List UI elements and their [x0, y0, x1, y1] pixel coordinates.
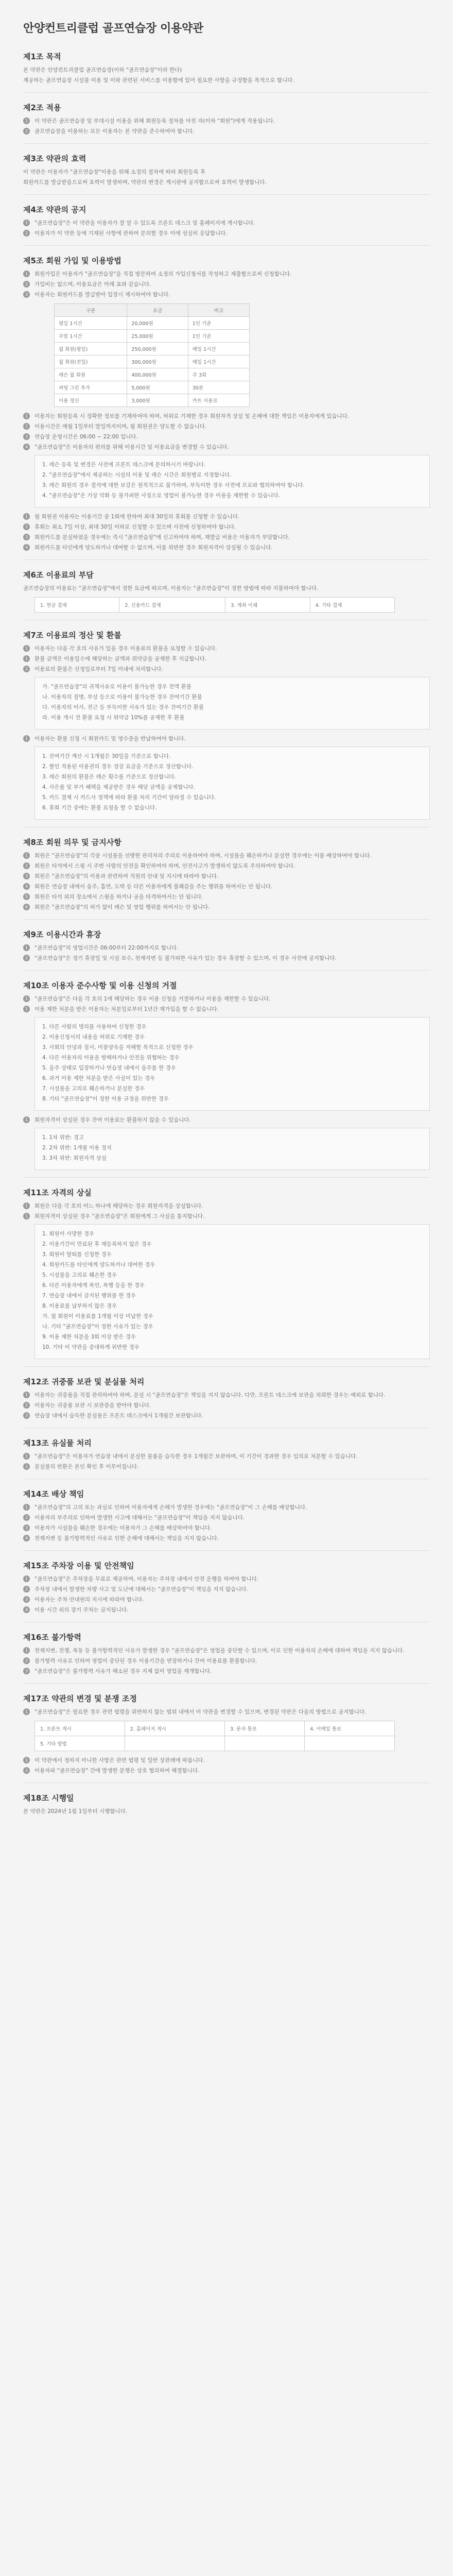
article-title: 제6조 이용료의 부담	[23, 560, 430, 580]
list-item	[23, 1005, 430, 1014]
info-box	[34, 455, 430, 507]
list-item	[23, 1412, 430, 1420]
item-number-icon: 3	[23, 873, 30, 879]
table-header-cell: 요금	[127, 304, 188, 317]
table-row	[55, 355, 250, 368]
item-text: "골프연습장"의 영업시간은 06:00부터 22:00까지로 합니다.	[34, 945, 179, 951]
box-line: 4. 다른 이용자의 이용을 방해하거나 안전을 위협하는 경우	[42, 1055, 180, 1061]
item-text: 이용자는 주차 안내원의 지시에 따라야 합니다.	[34, 1597, 144, 1603]
article-section	[23, 1683, 430, 1775]
grid-cell: 1. 프론트 게시	[35, 1721, 125, 1736]
box-line: 1. 잔여기간 계산 시 1개월은 30일을 기준으로 합니다.	[42, 753, 171, 759]
item-text: 이용자는 회원카드를 발급받아 입장시 제시하여야 합니다.	[34, 292, 170, 298]
table-cell: 월 회원(평일)	[55, 343, 127, 355]
info-box	[34, 1224, 430, 1359]
item-text: 회원은 다음 각 호의 어느 하나에 해당하는 경우 회원자격을 상실합니다.	[34, 1203, 203, 1209]
box-line: 5. 카드 결제 시 카드사 정책에 따라 환불 처리 기간이 달라질 수 있습니다.	[42, 794, 216, 801]
item-text: 회원은 타석에서 스윙 시 주변 사람의 안전을 확인하여야 하며, 안전사고가 발생하지 않도록 주의하여야 합니다.	[34, 863, 295, 869]
item-number-icon: 4	[23, 544, 30, 551]
grid-cell: 2. 홈페이지 게시	[125, 1721, 224, 1736]
article-section	[23, 1783, 430, 1816]
grid-cell: 3. 계좌 이체	[225, 598, 310, 613]
item-number-icon: 1	[23, 1202, 30, 1209]
article-title: 제12조 귀중품 보관 및 분실물 처리	[23, 1366, 430, 1387]
list-item	[23, 523, 430, 532]
table-row	[55, 394, 250, 407]
box-line: 3. 레슨 회원의 환불은 레슨 횟수를 기준으로 정산합니다.	[42, 774, 176, 780]
box-line: 라. 이용 개시 전 환불 요청 시 위약금 10%를 공제한 후 환불	[42, 715, 185, 721]
grid-cell	[305, 1736, 395, 1751]
list-item	[23, 1116, 430, 1125]
box-line: 가. 월 회원이 이용료를 1개월 이상 미납한 경우	[42, 1313, 153, 1319]
item-number-icon: 4	[23, 1535, 30, 1541]
article-section	[23, 143, 430, 187]
article-section	[23, 1550, 430, 1615]
table-cell: 1인 기준	[188, 330, 249, 343]
item-number-icon: 3	[23, 534, 30, 540]
article-paragraph: 이 약관은 이용자가 "골프연습장"이용을 위해 소정의 절차에 따라 회원등록 후	[23, 169, 206, 175]
item-text: 회원은 "골프연습장"의 각종 시설물을 선량한 관리자의 주의로 이용하여야 하며, 시설물을 훼손하거나 분실한 경우에는 이를 배상하여야 합니다.	[34, 853, 372, 859]
item-text: 이용료의 환불은 신청일로부터 7일 이내에 처리합니다.	[34, 666, 163, 672]
article-section	[23, 245, 430, 552]
item-text: 이용자의 부주의로 인하여 발생한 사고에 대해서는 "골프연습장"이 책임을 지지 않습니다.	[34, 1515, 245, 1521]
item-text: "골프연습장"은 이용자의 편의를 위해 이용시간 및 이용요금을 변경할 수 있습니다.	[34, 444, 229, 450]
item-number-icon: 2	[23, 423, 30, 430]
article-section	[23, 970, 430, 1170]
box-line: 1. 다른 사람의 명의를 사용하여 신청한 경우	[42, 1024, 147, 1030]
list-item	[23, 862, 430, 871]
item-text: 회원은 "골프연습장"의 허가 없이 레슨 및 영업 행위를 하여서는 안 됩니다.	[34, 904, 210, 910]
box-line: 4. "골프연습장"은 기상 악화 등 불가피한 사정으로 영업이 불가능한 경우 이용을 제한할 수 있습니다.	[42, 493, 280, 499]
box-line: 가. "골프연습장"의 귀책사유로 이용이 불가능한 경우 전액 환불	[42, 684, 191, 690]
item-text: "골프연습장"은 필요한 경우 관련 법령을 위반하지 않는 범위 내에서 이 약관을 변경할 수 있으며, 변경된 약관은 다음의 방법으로 공지합니다.	[34, 1709, 367, 1715]
item-number-icon: 1	[23, 413, 30, 419]
table-cell: 카트 사용료	[188, 394, 249, 407]
article-title: 제3조 약관의 효력	[23, 143, 430, 164]
article-title: 제15조 주차장 이용 및 안전책임	[23, 1550, 430, 1571]
list-item	[23, 954, 430, 963]
item-number-icon: 2	[23, 230, 30, 236]
item-text: 이용시간은 매월 1일부터 말일까지이며, 월 회원권은 양도할 수 없습니다.	[34, 423, 207, 430]
list-item	[23, 1667, 430, 1676]
info-box	[34, 1017, 430, 1111]
item-number-icon: 1	[23, 995, 30, 1002]
item-text: 이용 제한 처분을 받은 이용자는 처분일로부터 1년간 재가입을 할 수 없습니다.	[34, 1006, 219, 1012]
article-section	[23, 92, 430, 136]
article-section	[23, 620, 430, 820]
item-number-icon: 2	[23, 1657, 30, 1664]
item-text: 분실물의 반환은 본인 확인 후 이루어집니다.	[34, 1464, 139, 1470]
grid-cell: 4. 기타 결제	[310, 598, 394, 613]
table-cell: 1인 기준	[188, 317, 249, 330]
box-line: 1. 1차 위반: 경고	[42, 1134, 84, 1141]
list-item	[23, 1514, 430, 1522]
item-number-icon: 4	[23, 1606, 30, 1613]
list-item	[23, 1657, 430, 1666]
box-line: 1. 회원이 사망한 경우	[42, 1231, 95, 1237]
box-line: 8. 이용료를 납부하지 않은 경우	[42, 1303, 117, 1309]
article-title: 제10조 이용자 준수사항 및 이용 신청의 거절	[23, 970, 430, 991]
item-number-icon: 4	[23, 444, 30, 450]
item-text: 이용자는 회원등록 시 정확한 정보를 기재하여야 하며, 허위로 기재한 경우 회원자격 상실 및 손해에 대한 책임은 이용자에게 있습니다.	[34, 413, 350, 419]
list-item	[23, 1756, 430, 1765]
article-paragraph: 회원카드를 발급받음으로써 효력이 발생하며, 약관의 변경은 게시판에 공지함으로써 효력이 발생합니다.	[23, 179, 267, 185]
list-item	[23, 422, 430, 431]
item-number-icon: 4	[23, 883, 30, 890]
item-number-icon: 3	[23, 1412, 30, 1419]
box-line: 3. 레슨 회원의 경우 결석에 대한 보강은 원칙적으로 불가하며, 부득이한 경우 사전에 프로와 협의하여야 합니다.	[42, 482, 305, 488]
item-number-icon: 1	[23, 655, 30, 662]
list-item	[23, 513, 430, 521]
item-number-icon: 1	[23, 1392, 30, 1398]
item-text: "골프연습장"은 다음 각 호의 1에 해당하는 경우 이용 신청을 거절하거나 이용을 제한할 수 있습니다.	[34, 996, 271, 1002]
table-row	[55, 317, 250, 330]
item-number-icon: 1	[23, 1575, 30, 1582]
item-number-icon: 3	[23, 1668, 30, 1674]
article-paragraph: 본 약관은 2024년 1월 1일부터 시행합니다.	[23, 1808, 128, 1815]
item-text: 회원은 연습장 내에서 음주, 흡연, 도박 등 다른 이용자에게 불쾌감을 주는 행위를 하여서는 안 됩니다.	[34, 884, 273, 890]
item-text: 회원카드를 타인에게 양도하거나 대여할 수 없으며, 이를 위반한 경우 회원자격이 상실될 수 있습니다.	[34, 545, 273, 551]
item-number-icon: 2	[23, 128, 30, 134]
list-item	[23, 1202, 430, 1211]
article-section	[23, 1479, 430, 1543]
article-section	[23, 1622, 430, 1676]
item-number-icon: 1	[23, 944, 30, 951]
item-number-icon: 2	[23, 523, 30, 530]
list-item	[23, 1452, 430, 1461]
list-item	[23, 995, 430, 1004]
article-title: 제17조 약관의 변경 및 분쟁 조정	[23, 1683, 430, 1704]
item-number-icon: 2	[23, 666, 30, 672]
table-cell: 20,000원	[127, 317, 188, 330]
item-text: 이용자는 귀중품 보관 시 보관증을 받아야 합니다.	[34, 1402, 151, 1409]
list-item	[23, 1401, 430, 1410]
table-cell: 400,000원	[127, 368, 188, 381]
list-item	[23, 117, 430, 126]
grid-cell: 1. 현금 결제	[35, 598, 119, 613]
item-text: 회원은 "골프연습장"의 이용과 관련하여 직원의 안내 및 지시에 따라야 합니다.	[34, 873, 219, 879]
list-item	[23, 280, 430, 289]
list-item	[23, 852, 430, 860]
list-item	[23, 219, 430, 228]
box-line: 10. 기타 이 약관을 중대하게 위반한 경우	[42, 1344, 140, 1350]
article-section	[23, 827, 430, 912]
box-line: 3. 사회의 안녕과 질서, 미풍양속을 저해할 목적으로 신청한 경우	[42, 1044, 194, 1050]
list-item	[23, 883, 430, 891]
item-number-icon: 2	[23, 1402, 30, 1409]
list-item	[23, 893, 430, 902]
grid-cell: 2. 신용카드 결제	[119, 598, 225, 613]
article-title: 제8조 회원 의무 및 금지사항	[23, 827, 430, 848]
grid-cell: 5. 기타 방법	[35, 1736, 125, 1751]
list-item	[23, 412, 430, 421]
article-section	[23, 1428, 430, 1471]
list-item	[23, 1524, 430, 1533]
list-item	[23, 944, 430, 953]
table-cell: 30분	[188, 381, 249, 394]
article-section	[23, 919, 430, 963]
list-item	[23, 433, 430, 442]
item-text: 이용자가 이 약관 등에 기재된 사항에 관하여 문의할 경우 이에 성실히 응답합니다.	[34, 230, 228, 236]
item-text: 이 약관은 골프연습장 및 부대시설 이용을 위해 회원등록 절차를 마친 자(이하 "회원")에게 적용됩니다.	[34, 118, 275, 124]
item-number-icon: 1	[23, 1757, 30, 1764]
list-item	[23, 270, 430, 279]
info-box	[34, 747, 430, 820]
item-number-icon: 3	[23, 1524, 30, 1531]
box-line: 3. 회원이 탈퇴를 신청한 경우	[42, 1251, 112, 1258]
list-item	[23, 1534, 430, 1543]
article-title: 제13조 유실물 처리	[23, 1428, 430, 1448]
grid-row	[35, 1736, 395, 1751]
item-text: "골프연습장"은 주차장을 무료로 제공하며, 이용자는 주차장 내에서 안전 운행을 하여야 합니다.	[34, 1576, 259, 1582]
table-header-cell: 구분	[55, 304, 127, 317]
box-line: 7. 시설물을 고의로 훼손하거나 분실한 경우	[42, 1086, 145, 1092]
item-text: 이용자는 귀중품을 직접 관리하여야 하며, 분실 시 "골프연습장"은 책임을 지지 않습니다. 다만, 프론트 데스크에 보관을 의뢰한 경우는 예외로 합니다.	[34, 1392, 386, 1398]
info-box	[34, 1128, 430, 1170]
item-text: 월 회원권 이용자는 이용기간 중 1회에 한하여 최대 30일의 휴회를 신청할 수 있습니다.	[34, 514, 240, 520]
item-number-icon: 1	[23, 1504, 30, 1511]
list-item	[23, 1463, 430, 1471]
page-title: 안양컨트리클럽 골프연습장 이용약관	[23, 22, 203, 35]
article-title: 제14조 배상 책임	[23, 1479, 430, 1499]
item-number-icon: 1	[23, 1453, 30, 1460]
box-line: 6. 다른 이용자에게 폭언, 폭행 등을 한 경우	[42, 1282, 145, 1289]
grid-cell	[125, 1736, 224, 1751]
item-text: "골프연습장"은 불가항력 사유가 해소된 경우 지체 없이 영업을 재개합니다.	[34, 1668, 212, 1674]
box-line: 1. 레슨 등록 및 변경은 사전에 프론트 데스크에 문의하시기 바랍니다.	[42, 462, 206, 468]
item-text: 이용 시간 외의 장기 주차는 금지됩니다.	[34, 1607, 129, 1613]
box-line: 2. 이용신청서의 내용을 허위로 기재한 경우	[42, 1034, 145, 1040]
table-cell: 3,000원	[127, 394, 188, 407]
item-number-icon: 1	[23, 219, 30, 226]
box-line: 4. 회원카드를 타인에게 양도하거나 대여한 경우	[42, 1262, 155, 1268]
item-text: 이용자는 환불 신청 시 회원카드 및 영수증을 반납하여야 합니다.	[34, 736, 186, 742]
grid-cell	[225, 1736, 305, 1751]
list-item	[23, 735, 430, 743]
item-text: 이용자는 다음 각 호의 사유가 있을 경우 이용료의 환불을 요청할 수 있습니다.	[34, 646, 217, 652]
list-item	[23, 533, 430, 542]
article-paragraph: 골프연습장의 이용료는 "골프연습장"에서 정한 요금에 따르며, 이용자는 "골프연습장"이 정한 방법에 따라 지불하여야 합니다.	[23, 585, 319, 591]
list-item	[23, 544, 430, 552]
item-number-icon: 6	[23, 904, 30, 910]
option-grid	[34, 1721, 395, 1751]
item-text: 회원자격이 상실된 경우 "골프연습장"은 회원에게 그 사실을 통지합니다.	[34, 1213, 205, 1219]
item-number-icon: 1	[23, 1116, 30, 1123]
table-cell: 주말 1시간	[55, 330, 127, 343]
table-cell: 레슨 월 회원	[55, 368, 127, 381]
box-line: 나. 이용자의 질병, 부상 등으로 이용이 불가능한 경우 잔여기간 환불	[42, 694, 202, 700]
list-item	[23, 872, 430, 881]
list-item	[23, 665, 430, 674]
list-item	[23, 1596, 430, 1604]
table-row	[55, 343, 250, 355]
item-text: 가입비는 없으며, 이용요금은 아래 표와 같습니다.	[34, 281, 151, 287]
box-line: 2. 할인 적용된 이용권의 경우 정상 요금을 기준으로 정산합니다.	[42, 764, 194, 770]
item-number-icon: 2	[23, 955, 30, 961]
table-cell: 매일 1시간	[188, 343, 249, 355]
article-title: 제5조 회원 가입 및 이용방법	[23, 245, 430, 266]
table-cell: 평일 1시간	[55, 317, 127, 330]
list-item	[23, 1647, 430, 1655]
table-cell: 월 회원(전일)	[55, 355, 127, 368]
grid-cell: 3. 문자 통보	[225, 1721, 305, 1736]
item-text: "골프연습장"의 고의 또는 과실로 인하여 이용자에게 손해가 발생한 경우에는 "골프연습장"이 그 손해를 배상합니다.	[34, 1504, 307, 1511]
list-item	[23, 229, 430, 238]
article-title: 제16조 불가항력	[23, 1622, 430, 1642]
item-text: "골프연습장"은 이 약관을 이용자가 잘 알 수 있도록 프론트 데스크 및 홈페이지에 게시합니다.	[34, 220, 255, 226]
grid-cell: 4. 이메일 통보	[305, 1721, 395, 1736]
table-header-cell: 비고	[188, 304, 249, 317]
box-line: 2. "골프연습장"에서 제공하는 시설의 이용 및 레슨 시간은 회원별로 지정합니다.	[42, 472, 232, 478]
article-title: 제2조 적용	[23, 92, 430, 113]
item-text: 골프연습장을 이용하는 모든 이용자는 본 약관을 준수하여야 합니다.	[34, 128, 195, 134]
box-line: 5. 음주 상태로 입장하거나 연습장 내에서 음주를 한 경우	[42, 1065, 176, 1071]
table-cell: 주 3회	[188, 368, 249, 381]
list-item	[23, 1212, 430, 1221]
option-grid	[34, 597, 395, 613]
article-title: 제18조 시행일	[23, 1783, 430, 1803]
table-cell: 매일 1시간	[188, 355, 249, 368]
table-cell: 5,000원	[127, 381, 188, 394]
list-item	[23, 1606, 430, 1615]
list-item	[23, 1575, 430, 1584]
box-line: 5. 시설물을 고의로 훼손한 경우	[42, 1272, 117, 1278]
box-line: 7. 연습장 내에서 금지된 행위를 한 경우	[42, 1293, 136, 1299]
article-section	[23, 1366, 430, 1420]
list-item	[23, 443, 430, 452]
info-box	[34, 677, 430, 730]
table-cell: 300,000원	[127, 355, 188, 368]
list-item	[23, 1391, 430, 1400]
item-number-icon: 3	[23, 1596, 30, 1603]
box-line: 6. 휴회 기간 중에는 환불 요청을 할 수 없습니다.	[42, 805, 157, 811]
item-number-icon: 2	[23, 1586, 30, 1592]
item-number-icon: 1	[23, 270, 30, 277]
list-item	[23, 1503, 430, 1512]
article-paragraph: 제공하는 골프연습장 시설물 이용 및 이와 관련된 서비스를 이용함에 있어 필요한 사항을 규정함을 목적으로 합니다.	[23, 77, 294, 83]
item-number-icon: 1	[23, 735, 30, 742]
list-item	[23, 1585, 430, 1594]
item-text: 회원카드를 분실하였을 경우에는 즉시 "골프연습장"에 신고하여야 하며, 재발급 비용은 이용자가 부담합니다.	[34, 534, 290, 540]
article-title: 제7조 이용료의 정산 및 환불	[23, 620, 430, 640]
article-title: 제4조 약관의 공지	[23, 194, 430, 215]
item-number-icon: 2	[23, 1463, 30, 1470]
list-item	[23, 1708, 430, 1717]
list-item	[23, 655, 430, 664]
item-number-icon: 1	[23, 1006, 30, 1012]
articles-container	[23, 51, 430, 1816]
box-line: 2. 2차 위반: 1개월 이용 정지	[42, 1145, 112, 1151]
item-text: "골프연습장"은 정기 휴장일 및 시설 보수, 천재지변 등 불가피한 사유가 있는 경우 휴장할 수 있으며, 이 경우 사전에 공지합니다.	[34, 955, 337, 961]
item-number-icon: 2	[23, 281, 30, 287]
item-number-icon: 2	[23, 862, 30, 869]
list-item	[23, 645, 430, 653]
item-text: 연습장 내에서 습득한 분실물은 프론트 데스크에서 1개월간 보관합니다.	[34, 1413, 203, 1419]
article-paragraph: 본 약관은 안양컨트리클럽 골프연습장(이하 "골프연습장"이라 한다)	[23, 67, 182, 73]
article-section	[23, 1177, 430, 1359]
table-cell: 250,000원	[127, 343, 188, 355]
box-line: 2. 이용기간이 만료된 후 재등록하지 않은 경우	[42, 1241, 152, 1247]
fee-table	[54, 303, 250, 407]
table-row	[55, 330, 250, 343]
item-text: 이 약관에서 정하지 아니한 사항은 관련 법령 및 일반 상관례에 따릅니다.	[34, 1757, 205, 1764]
item-text: 회원가입은 이용자가 "골프연습장"을 직접 방문하여 소정의 가입신청서를 작성하고 제출함으로써 신청합니다.	[34, 271, 292, 277]
list-item	[23, 127, 430, 136]
table-cell: 이용 정산	[55, 394, 127, 407]
item-text: 천재지변, 전쟁, 폭동 등 불가항력적인 사유가 발생한 경우 "골프연습장"은 영업을 중단할 수 있으며, 이로 인한 이용자의 손해에 대하여 책임을 지지 않습니다.	[34, 1648, 405, 1654]
item-text: 회원자격이 상실된 경우 잔여 이용료는 환불하지 않을 수 있습니다.	[34, 1117, 191, 1123]
box-line: 4. 사은품 및 부가 혜택을 제공받은 경우 해당 금액을 공제합니다.	[42, 784, 195, 790]
item-text: 주차장 내에서 발생한 차량 사고 및 도난에 대해서는 "골프연습장"이 책임을 지지 않습니다.	[34, 1586, 248, 1592]
item-text: 이용자가 시설물을 훼손한 경우에는 이용자가 그 손해를 배상하여야 합니다.	[34, 1525, 212, 1531]
box-line: 6. 과거 이용 제한 처분을 받은 사실이 있는 경우	[42, 1075, 155, 1081]
item-number-icon: 1	[23, 645, 30, 652]
article-section	[23, 560, 430, 613]
grid-row	[35, 1721, 395, 1736]
item-number-icon: 5	[23, 893, 30, 900]
table-cell: 25,000원	[127, 330, 188, 343]
item-number-icon: 2	[23, 1514, 30, 1521]
item-number-icon: 1	[23, 117, 30, 124]
item-number-icon: 2	[23, 1767, 30, 1774]
article-title: 제9조 이용시간과 휴장	[23, 919, 430, 940]
table-row	[55, 381, 250, 394]
item-text: 천재지변 등 불가항력적인 사유로 인한 손해에 대해서는 책임을 지지 않습니다.	[34, 1535, 219, 1541]
article-title: 제11조 자격의 상실	[23, 1177, 430, 1198]
box-line: 9. 이용 제한 처분을 3회 이상 받은 경우	[42, 1334, 136, 1340]
table-row	[55, 368, 250, 381]
item-number-icon: 3	[23, 433, 30, 440]
article-section	[23, 51, 430, 85]
item-number-icon: 1	[23, 1708, 30, 1715]
item-text: 이용자와 "골프연습장" 간에 발생한 분쟁은 상호 협의하여 해결합니다.	[34, 1768, 200, 1774]
item-text: "골프연습장"은 이용자가 연습장 내에서 분실한 물품을 습득한 경우 1개월간 보관하며, 이 기간이 경과한 경우 임의로 처분할 수 있습니다.	[34, 1453, 358, 1460]
item-text: 휴회는 최소 7일 이상, 최대 30일 이하로 신청할 수 있으며 사전에 신청하여야 합니다.	[34, 524, 236, 530]
item-text: 환불 금액은 이용일수에 해당하는 금액과 위약금을 공제한 후 지급합니다.	[34, 656, 207, 662]
item-text: 회원은 타석 외의 장소에서 스윙을 하거나 공을 타격하여서는 안 됩니다.	[34, 894, 203, 900]
list-item	[23, 291, 430, 299]
grid-row	[35, 598, 395, 613]
box-line: 3. 3차 위반: 회원자격 상실	[42, 1155, 107, 1161]
box-line: 8. 기타 "골프연습장"이 정한 이용 규정을 위반한 경우	[42, 1096, 169, 1102]
list-item	[23, 1767, 430, 1775]
article-title: 제1조 목적	[23, 52, 61, 61]
item-number-icon: 1	[23, 513, 30, 520]
table-cell: 퍼팅 그린 추가	[55, 381, 127, 394]
item-text: 불가항력 사유로 인하여 영업이 중단된 경우 이용기간을 연장하거나 잔여 이용료를 환불합니다.	[34, 1658, 257, 1664]
item-number-icon: 1	[23, 1213, 30, 1219]
box-line: 다. 이용자의 이사, 전근 등 부득이한 사유가 있는 경우 잔여기간 환불	[42, 704, 204, 710]
item-number-icon: 1	[23, 1647, 30, 1654]
table-header-row	[55, 304, 250, 317]
item-text: 연습장 운영시간은 06:00 ~ 22:00 입니다.	[34, 434, 138, 440]
item-number-icon: 1	[23, 852, 30, 859]
box-line: 나. 기타 "골프연습장"이 정한 사유가 있는 경우	[42, 1324, 153, 1330]
article-section	[23, 194, 430, 238]
list-item	[23, 903, 430, 912]
item-number-icon: 3	[23, 291, 30, 298]
